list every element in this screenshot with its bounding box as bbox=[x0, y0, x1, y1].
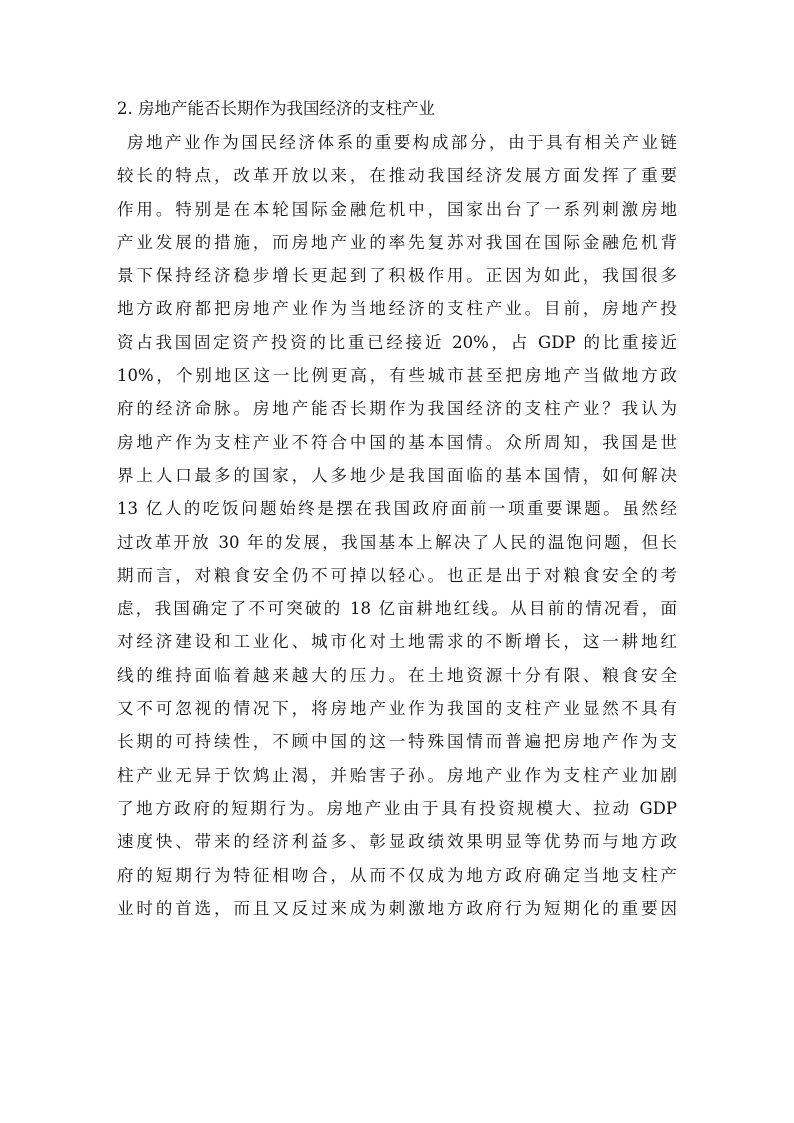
paragraph-line: 又不可忽视的情况下，将房地产业作为我国的支柱产业显然不具有 bbox=[117, 699, 677, 719]
section-heading: 2. 房地产能否长期作为我国经济的支柱产业 bbox=[117, 99, 435, 118]
paragraph-line: 了地方政府的短期行为。房地产业由于具有投资规模大、拉动 GDP bbox=[117, 798, 677, 818]
paragraph-line: 对经济建设和工业化、城市化对土地需求的不断增长，这一耕地红 bbox=[117, 632, 677, 652]
document-body bbox=[117, 94, 677, 925]
paragraph-line: 景下保持经济稳步增长更起到了积极作用。正因为如此，我国很多 bbox=[117, 266, 677, 286]
paragraph-line: 线的维持面临着越来越大的压力。在土地资源十分有限、粮食安全 bbox=[117, 665, 677, 685]
paragraph-line: 作用。特别是在本轮国际金融危机中，国家出台了一系列刺激房地 bbox=[117, 199, 677, 219]
paragraph-line: 府的经济命脉。房地产能否长期作为我国经济的支柱产业？我认为 bbox=[117, 399, 677, 419]
body-paragraph bbox=[117, 126, 677, 925]
paragraph-line: 产业发展的措施，而房地产业的率先复苏对我国在国际金融危机背 bbox=[117, 232, 677, 252]
paragraph-line: 房地产作为支柱产业不符合中国的基本国情。众所周知，我国是世 bbox=[117, 432, 677, 452]
paragraph-line: 速度快、带来的经济利益多、彰显政绩效果明显等优势而与地方政 bbox=[117, 832, 677, 852]
paragraph-line: 柱产业无异于饮鸩止渴，并贻害子孙。房地产业作为支柱产业加剧 bbox=[117, 765, 677, 785]
paragraph-line: 房地产业作为国民经济体系的重要构成部分，由于具有相关产业链 bbox=[127, 133, 677, 152]
paragraph-line: 长期的可持续性，不顾中国的这一特殊国情而普遍把房地产作为支 bbox=[117, 732, 677, 752]
paragraph-line: 业时的首选，而且又反过来成为刺激地方政府行为短期化的重要因 bbox=[117, 898, 677, 918]
paragraph-line: 资占我国固定资产投资的比重已经接近 20%，占 GDP 的比重接近 bbox=[117, 332, 677, 352]
paragraph-line: 府的短期行为特征相吻合，从而不仅成为地方政府确定当地支柱产 bbox=[117, 865, 677, 885]
paragraph-line: 虑，我国确定了不可突破的 18 亿亩耕地红线。从目前的情况看，面 bbox=[117, 599, 677, 619]
paragraph-line: 地方政府都把房地产业作为当地经济的支柱产业。目前，房地产投 bbox=[117, 299, 677, 319]
paragraph-line: 10%，个别地区这一比例更高，有些城市甚至把房地产当做地方政 bbox=[117, 366, 677, 386]
paragraph-line: 界上人口最多的国家，人多地少是我国面临的基本国情，如何解决 bbox=[117, 465, 677, 485]
paragraph-line: 较长的特点，改革开放以来，在推动我国经济发展方面发挥了重要 bbox=[117, 166, 677, 186]
paragraph-line: 13 亿人的吃饭问题始终是摆在我国政府面前一项重要课题。虽然经 bbox=[117, 499, 677, 519]
paragraph-line: 期而言，对粮食安全仍不可掉以轻心。也正是出于对粮食安全的考 bbox=[117, 565, 677, 585]
paragraph-line: 过改革开放 30 年的发展，我国基本上解决了人民的温饱问题，但长 bbox=[117, 532, 677, 552]
